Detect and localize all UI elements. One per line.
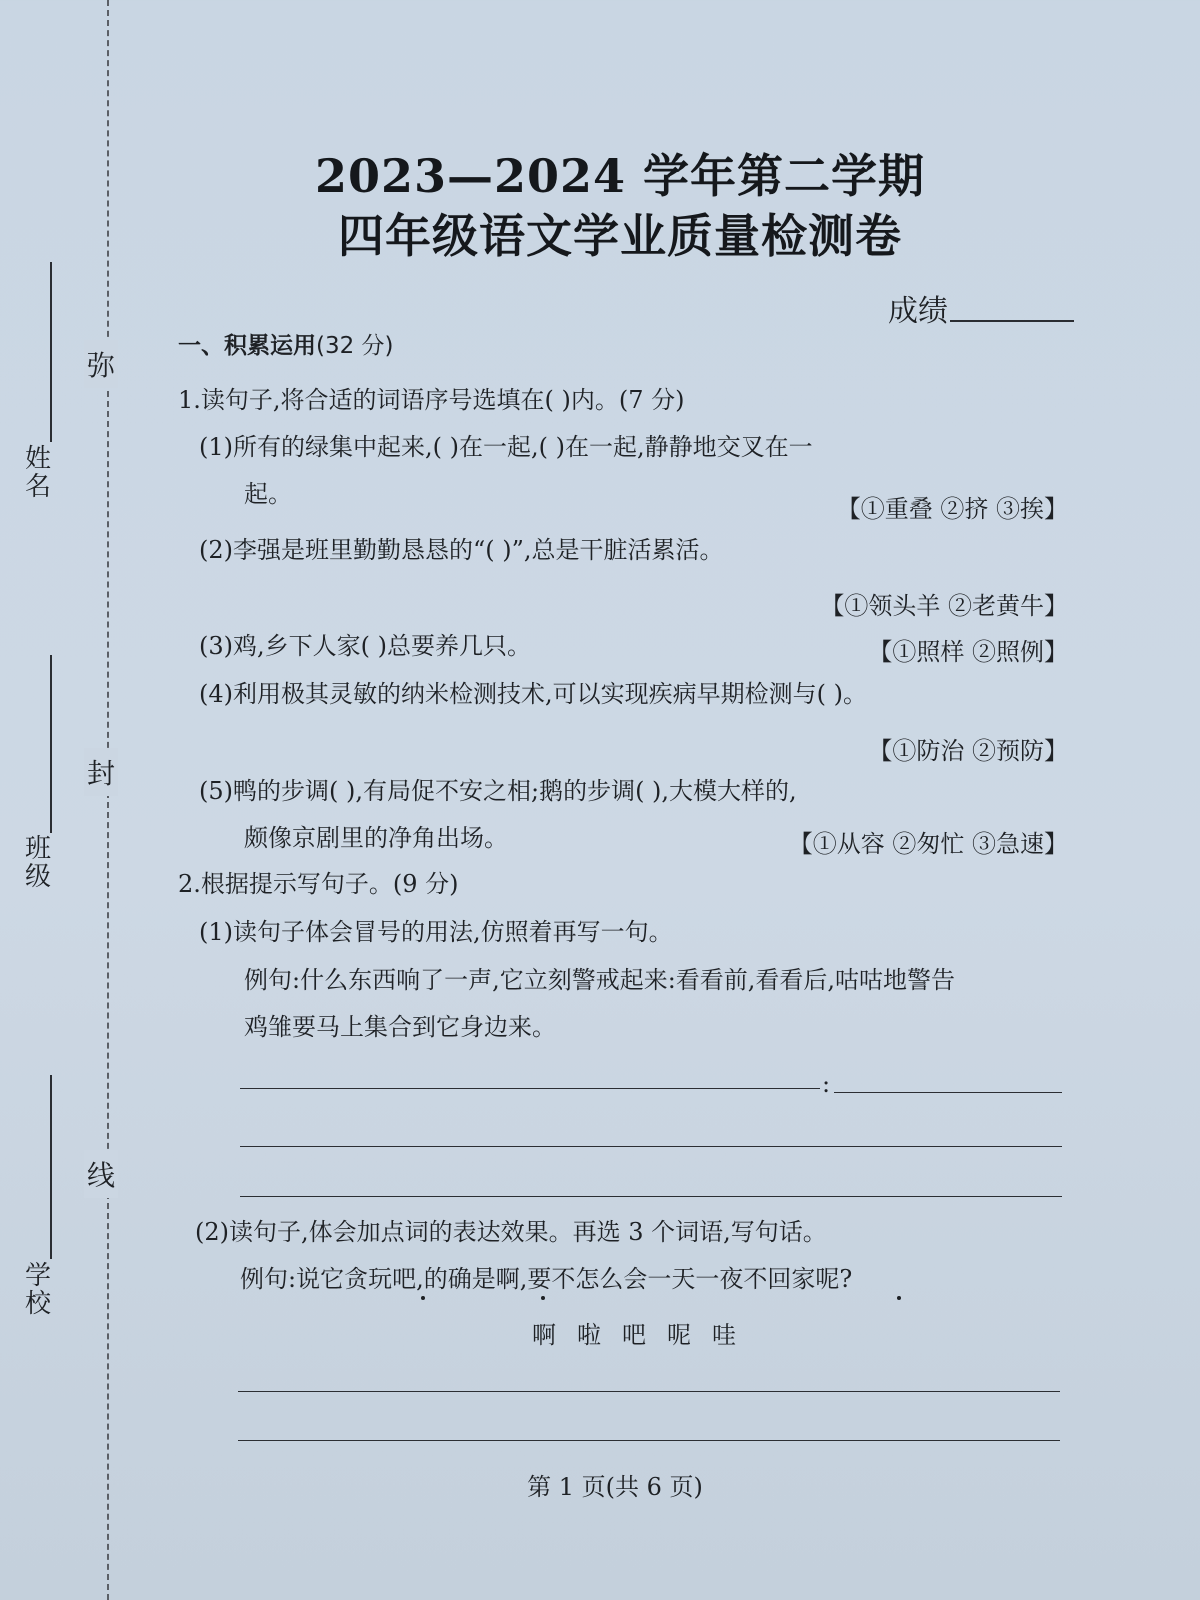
q2-sub1-answer-line1b[interactable] — [834, 1092, 1062, 1093]
exam-title-line1: 2023—2024 学年第二学期 — [314, 149, 926, 203]
binding-dashed-line — [107, 0, 109, 1600]
q1-item5-line1: (5)鸭的步调( ),有局促不安之相;鹅的步调( ),大模大样的, — [199, 777, 797, 805]
class-label: 班级 — [25, 834, 52, 892]
q1-item5-line2: 颇像京剧里的净角出场。 — [244, 824, 508, 852]
emphasis-dot — [897, 1296, 901, 1300]
q2-sub2-answer-line1[interactable] — [238, 1391, 1060, 1392]
q1-item1-options: 【①重叠 ②挤 ③挨】 — [836, 495, 1068, 523]
word-option: 哇 — [712, 1321, 736, 1349]
exam-title-line2: 四年级语文学业质量检测卷 — [338, 209, 902, 263]
q1-item4-options: 【①防治 ②预防】 — [868, 737, 1068, 765]
q2-stem: 2.根据提示写句子。(9 分) — [178, 870, 459, 898]
emphasis-dot — [541, 1296, 545, 1300]
section1-heading — [178, 333, 394, 361]
q1-item4-line1: (4)利用极其灵敏的纳米检测技术,可以实现疾病早期检测与( )。 — [199, 680, 867, 708]
emphasis-dot — [421, 1296, 425, 1300]
q1-item3-line1: (3)鸡,乡下人家( )总要养几只。 — [199, 632, 531, 660]
name-label: 姓名 — [25, 444, 52, 502]
school-write-line[interactable] — [50, 1075, 52, 1259]
q2-sub2-answer-line2[interactable] — [238, 1440, 1060, 1441]
section1-points: (32 分) — [316, 333, 394, 359]
q2-sub1-answer-line3[interactable] — [240, 1196, 1062, 1197]
q1-item2-line1: (2)李强是班里勤勤恳恳的“( )”,总是干脏活累活。 — [199, 536, 724, 564]
seal-char-mi: 弥 — [84, 340, 118, 388]
seal-char-xian: 线 — [84, 1150, 118, 1198]
class-write-line[interactable] — [50, 655, 52, 833]
q2-sub1-answer-line1a[interactable] — [240, 1088, 820, 1089]
word-option: 啊 — [532, 1321, 556, 1349]
word-option: 吧 — [622, 1321, 646, 1349]
q2-sub1-example-line2: 鸡雏要马上集合到它身边来。 — [244, 1013, 556, 1041]
q2-sub1-prompt: (1)读句子体会冒号的用法,仿照着再写一句。 — [199, 918, 673, 946]
score-label: 成绩 — [888, 294, 948, 329]
q2-sub2-word-list — [532, 1315, 757, 1350]
q2-sub2-prompt: (2)读句子,体会加点词的表达效果。再选 3 个词语,写句话。 — [195, 1218, 827, 1246]
school-label: 学校 — [25, 1261, 52, 1319]
word-option: 呢 — [667, 1321, 691, 1349]
q2-sub2-example: 例句:说它贪玩吧,的确是啊,要不怎么会一天一夜不回家呢? — [240, 1265, 853, 1293]
q1-item3-options: 【①照样 ②照例】 — [868, 638, 1068, 666]
word-option: 啦 — [577, 1321, 601, 1349]
q1-item1-line1: (1)所有的绿集中起来,( )在一起,( )在一起,静静地交叉在一 — [199, 433, 813, 461]
page-number: 第 1 页(共 6 页) — [527, 1473, 703, 1501]
q2-sub1-colon: : — [822, 1070, 831, 1098]
q1-stem: 1.读句子,将合适的词语序号选填在( )内。(7 分) — [178, 386, 685, 414]
seal-char-feng: 封 — [84, 748, 118, 796]
score-field[interactable] — [950, 320, 1074, 322]
q1-item5-options: 【①从容 ②匆忙 ③急速】 — [788, 830, 1068, 858]
q2-sub1-example-line1: 例句:什么东西响了一声,它立刻警戒起来:看看前,看看后,咕咕地警告 — [244, 966, 956, 994]
q1-item1-line2: 起。 — [244, 480, 292, 508]
section1-title: 一、积累运用 — [178, 333, 316, 359]
name-write-line[interactable] — [50, 262, 52, 442]
q2-sub1-answer-line2[interactable] — [240, 1146, 1062, 1147]
q1-item2-options: 【①领头羊 ②老黄牛】 — [820, 592, 1068, 620]
